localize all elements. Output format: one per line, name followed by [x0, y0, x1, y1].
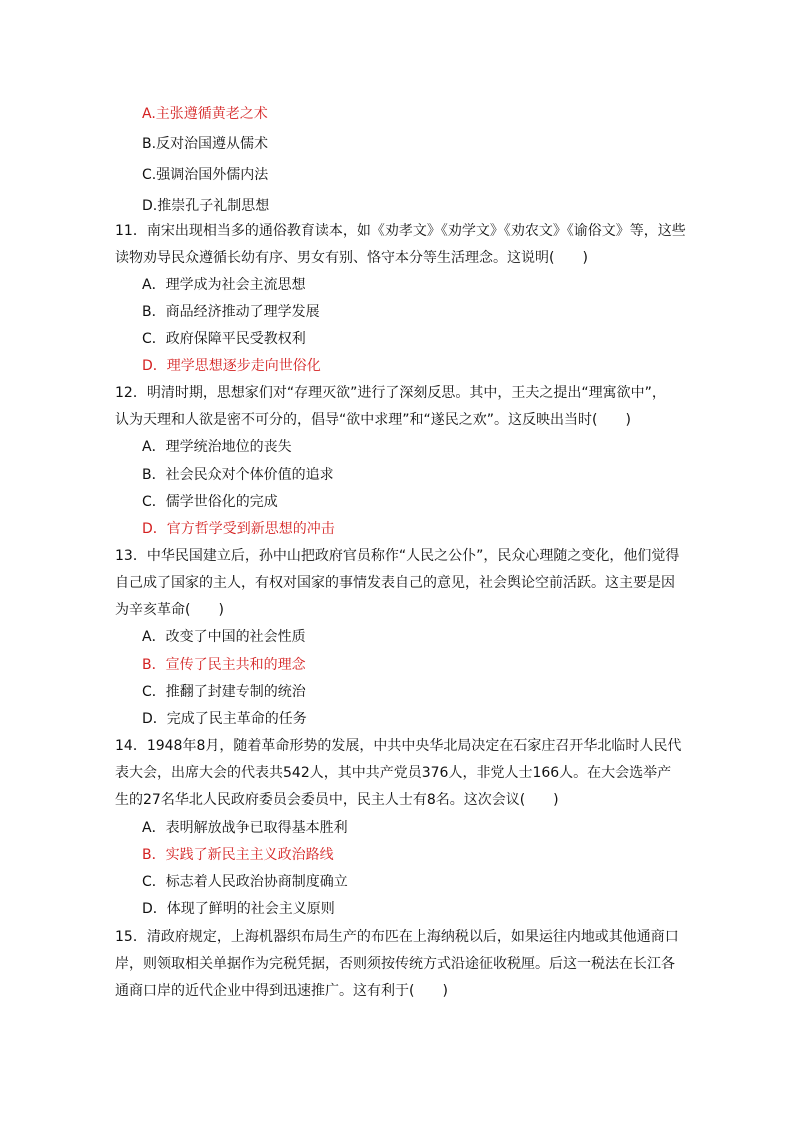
q12-option-c: C．儒学世俗化的完成	[142, 494, 278, 510]
q14-option-d: D．体现了鲜明的社会主义原则	[142, 901, 335, 917]
q14-option-c: C．标志着人民政治协商制度确立	[142, 874, 348, 890]
q11-option-c: C．政府保障平民受教权利	[142, 331, 306, 347]
q14-option-a: A．表明解放战争已取得基本胜利	[142, 820, 348, 836]
q13-option-b: B．宣传了民主共和的理念	[142, 657, 306, 673]
q12-option-a: A．理学统治地位的丧失	[142, 439, 292, 455]
q11-option-b: B．商品经济推动了理学发展	[142, 304, 320, 320]
q11-stem-line-2: 读物劝导民众遵循长幼有序、男女有别、恪守本分等生活理念。这说明( )	[115, 250, 588, 266]
q12-option-d: D．官方哲学受到新思想的冲击	[142, 521, 335, 537]
q12-stem-line-1: 12．明清时期，思想家们对“存理灭欲”进行了深刻反思。其中，王夫之提出“理寓欲中”，	[115, 385, 666, 401]
q13-option-a: A．改变了中国的社会性质	[142, 629, 306, 645]
q12-stem-line-2: 认为天理和人欲是密不可分的，倡导“欲中求理”和“遂民之欢”。这反映出当时( )	[115, 412, 631, 428]
q14-stem-line-3: 生的27名华北人民政府委员会委员中，民主人士有8名。这次会议( )	[115, 792, 559, 808]
q10-option-a: A.主张遵循黄老之术	[142, 106, 268, 122]
q13-option-d: D．完成了民主革命的任务	[142, 711, 307, 727]
q12-option-b: B．社会民众对个体价值的追求	[142, 467, 334, 483]
q11-stem-line-1: 11．南宋出现相当多的通俗教育读本，如《劝孝文》《劝学文》《劝农文》《谕俗文》等，这些	[115, 223, 686, 239]
q13-stem-line-1: 13．中华民国建立后，孙中山把政府官员称作“人民之公仆”，民众心理随之变化，他们觉得	[115, 548, 680, 564]
q15-stem-line-1: 15．清政府规定，上海机器织布局生产的布匹在上海纳税以后，如果运往内地或其他通商口	[115, 929, 679, 945]
q11-option-a: A．理学成为社会主流思想	[142, 277, 306, 293]
q13-option-c: C．推翻了封建专制的统治	[142, 684, 306, 700]
q14-option-b: B．实践了新民主主义政治路线	[142, 847, 334, 863]
q10-option-b: B.反对治国遵从儒术	[142, 136, 269, 152]
q10-option-d: D.推崇孔子礼制思想	[142, 198, 270, 214]
q13-stem-line-2: 自己成了国家的主人，有权对国家的事情发表自己的意见，社会舆论空前活跃。这主要是因	[115, 575, 675, 591]
q15-stem-line-2: 岸，则领取相关单据作为完税凭据，否则须按传统方式沿途征收税厘。后这一税法在长江各	[115, 956, 675, 972]
q10-option-c: C.强调治国外儒内法	[142, 167, 269, 183]
q11-option-d: D．理学思想逐步走向世俗化	[142, 358, 321, 374]
q15-stem-line-3: 通商口岸的近代企业中得到迅速推广。这有利于( )	[115, 983, 448, 999]
q14-stem-line-2: 表大会，出席大会的代表共542人，其中共产党员376人，非党人士166人。在大会选举产	[115, 765, 672, 781]
q13-stem-line-3: 为辛亥革命( )	[115, 602, 224, 618]
q14-stem-line-1: 14．1948年8月，随着革命形势的发展，中共中央华北局决定在石家庄召开华北临时人民代	[115, 738, 682, 754]
